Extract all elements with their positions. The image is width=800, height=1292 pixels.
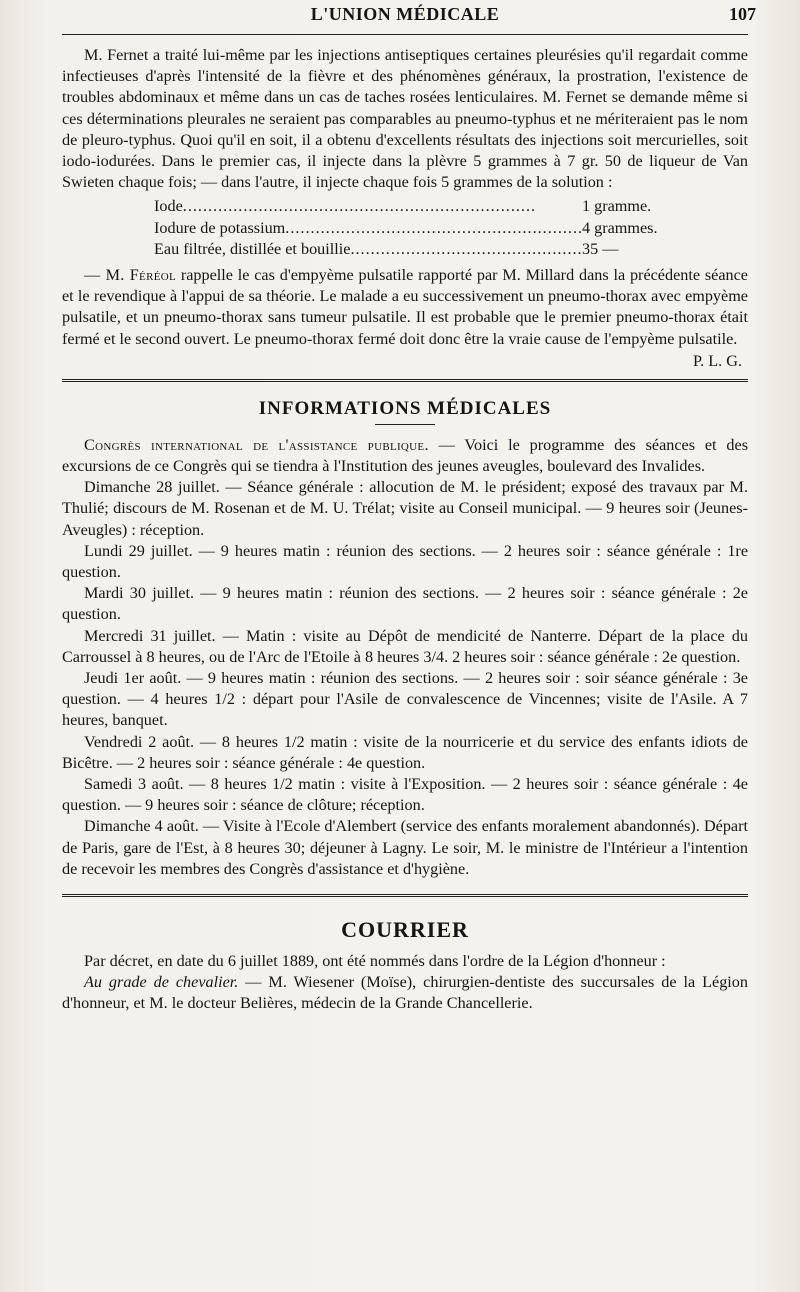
formula-block [154, 196, 748, 261]
article-paragraph-2 [62, 265, 748, 350]
leader-dots [183, 196, 582, 218]
article-signature: P. L. G. [692, 351, 742, 370]
section-divider [62, 894, 748, 899]
formula-ingredient: Eau filtrée, distillée et bouillie [154, 240, 351, 259]
running-head [62, 0, 756, 34]
schedule-item: Vendredi 2 août. — 8 heures 1/2 matin : visite de la nourricerie et du service des enfants idiots de Bicêtre. — 2 heures soir : séance générale : 4e question. [62, 732, 748, 772]
formula-quantity: 4 grammes. [582, 218, 658, 237]
congress-intro [62, 435, 748, 477]
leader-dots [285, 218, 582, 240]
leader-dots [350, 239, 582, 261]
courrier-paragraph-2-text: — M. Wiesener (Moïse), chirurgien-dentiste des succursales de la Légion d'honneur, et M. le docteur Belières, médecin de la Grande Chancellerie. [62, 973, 748, 1013]
section-divider [62, 379, 748, 384]
congress-title: Congrès international de l'assistance publique. [84, 435, 429, 454]
courrier-heading: COURRIER [341, 917, 469, 942]
article-paragraph-1: M. Fernet a traité lui-même par les injections antiseptiques certaines pleurésies qu'il regardait comme infectieuses d'après l'intensité de la fièvre et des phénomènes généraux, la prostration, l'existence de troubles abdominaux et même dans un cas de taches rosées lenticulaires. M. Fernet se demande même si ces déterminations pleurales ne seraient pas comparables au pneumo-typhus et ne mériteraient pas le nom de pleuro-typhus. Quoi qu'il en soit, il a obtenu d'excellents résultats des injections soit mercurielles, soit iodo-iodurées. Dans le premier cas, il injecte dans la plèvre 5 grammes à 7 gr. 50 de liqueur de Van Swieten chaque fois; — dans l'autre, il injecte chaque fois 5 grammes de la solution : [62, 46, 748, 192]
formula-ingredient: Iodure de potassium [154, 218, 286, 237]
formula-row [154, 218, 674, 240]
formula-quantity: 35 — [582, 240, 619, 259]
courrier-paragraph-1: Par décret, en date du 6 juillet 1889, ont été nommés dans l'ordre de la Légion d'honneur : [84, 952, 666, 970]
schedule-item: Dimanche 28 juillet. — Séance générale : allocution de M. le président; exposé des travaux par M. Thulié; discours de M. Rosenan et de M. U. Trélat; visite au Conseil municipal. — 9 heures soir (Jeunes-Aveugles) : réception. [62, 478, 748, 539]
article-paragraph-2-text: rappelle le cas d'empyème pulsatile rapporté par M. Millard dans la précédente séance et le revendique à l'appui de sa théorie. Le malade a eu successivement un pneumo-thorax avec empyème pulsatile, et un pneumo-thorax sans tumeur pulsatile. Il est probable que le premier pneumo-thorax était fermé et le second ouvert. Le pneumo-thorax fermé doit donc être la vraie cause de l'empyème pulsatile. [62, 265, 748, 348]
schedule-item: Mercredi 31 juillet. — Matin : visite au Dépôt de mendicité de Nanterre. Départ de la place du Carroussel à 8 heures, ou de l'Arc de l'Etoile à 8 heures 3/4. 2 heures soir : séance générale : 2e question. [62, 626, 748, 666]
formula-quantity: 1 gramme. [582, 197, 652, 216]
schedule-item: Dimanche 4 août. — Visite à l'Ecole d'Alembert (service des enfants moralement abandonnés). Départ de Paris, gare de l'Est, à 8 heures 30; déjeuner à Lagny. Le soir, M. le ministre de l'Intérieur a l'intention de recevoir les membres des Congrès d'assistance et d'hygiène. [62, 817, 748, 878]
schedule-item: Samedi 3 août. — 8 heures 1/2 matin : visite à l'Exposition. — 2 heures soir : séance générale : 4e question. — 9 heures soir : séance de clôture; réception. [62, 774, 748, 815]
speaker-name: — M. Féréol [84, 265, 176, 284]
grade-label: Au grade de chevalier. [84, 973, 239, 992]
congress-intro-text: — Voici le programme des séances et des excursions de ce Congrès qui se tiendra à l'Institution des jeunes aveugles, boulevard des Invalides. [62, 435, 748, 475]
page-number: 107 [729, 4, 756, 24]
formula-ingredient: Iode [154, 197, 183, 216]
journal-title: L'UNION MÉDICALE [310, 4, 500, 24]
schedule-item: Jeudi 1er août. — 9 heures matin : réunion des sections. — 2 heures soir : soir séance générale : 3e question. — 4 heures 1/2 : départ pour l'Asile de convalescence de Vincennes; visite de l'Asile. A 7 heures, banquet. [62, 668, 748, 730]
informations-heading: INFORMATIONS MÉDICALES [258, 397, 552, 419]
formula-row [154, 239, 674, 261]
schedule-item: Lundi 29 juillet. — 9 heures matin : réunion des sections. — 2 heures soir : séance générale : 1re question. [62, 541, 748, 581]
heading-underline [375, 424, 435, 425]
schedule-item: Mardi 30 juillet. — 9 heures matin : réunion des sections. — 2 heures soir : séance générale : 2e question. [62, 584, 748, 624]
courrier-paragraph-2 [62, 972, 748, 1014]
formula-row [154, 196, 674, 218]
